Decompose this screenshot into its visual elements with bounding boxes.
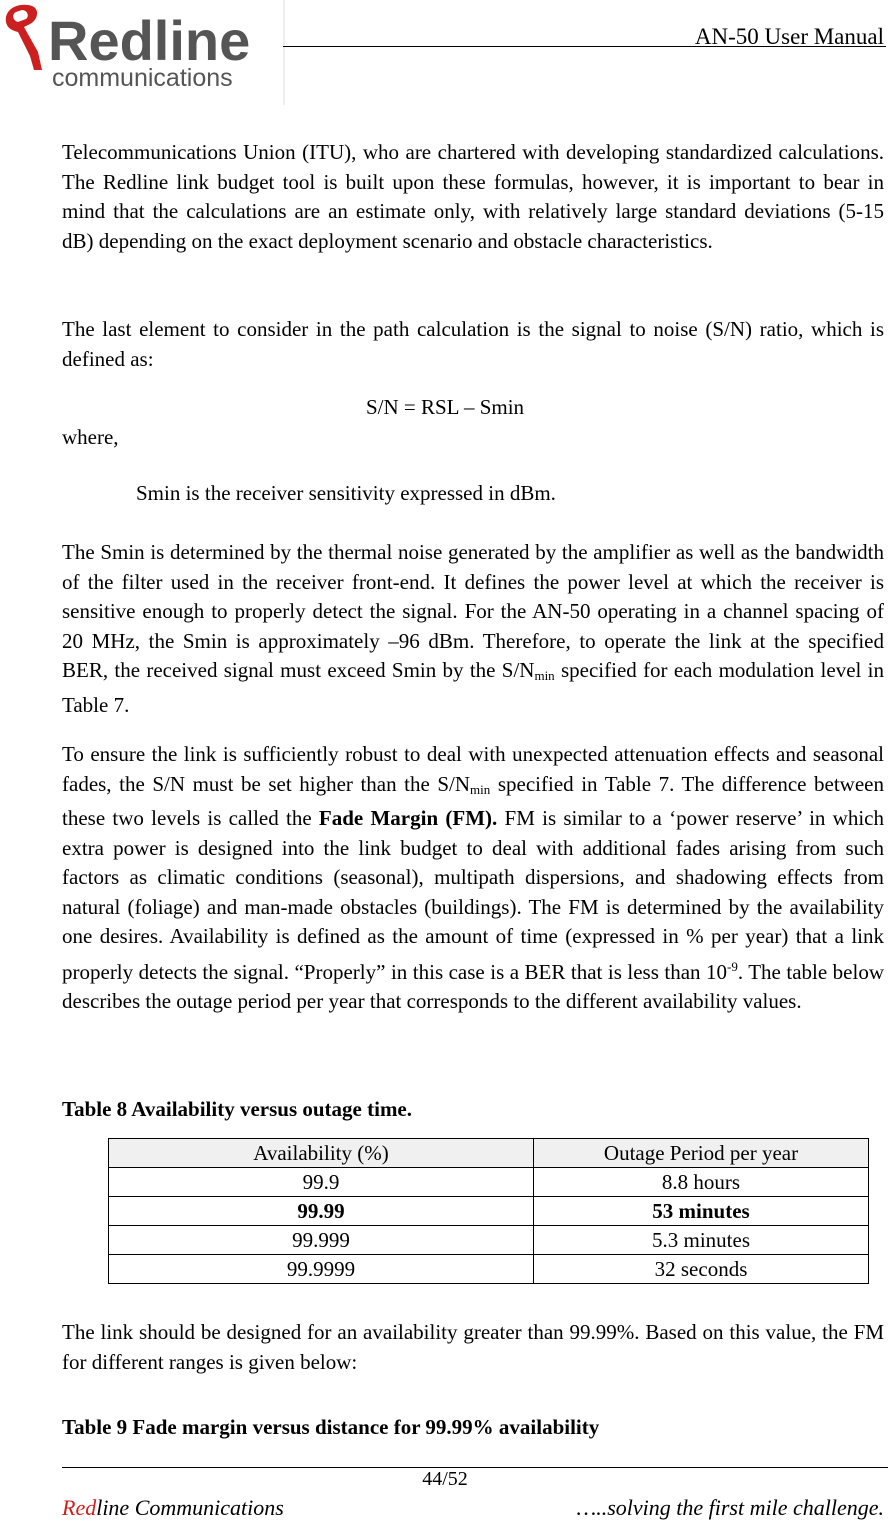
subscript-min: min bbox=[534, 668, 555, 683]
cell-outage: 5.3 minutes bbox=[534, 1226, 869, 1255]
cell-availability: 99.999 bbox=[109, 1226, 534, 1255]
logo-mark-icon bbox=[6, 5, 42, 70]
col-header-outage: Outage Period per year bbox=[534, 1139, 869, 1168]
cell-outage: 8.8 hours bbox=[534, 1168, 869, 1197]
redline-logo bbox=[0, 0, 285, 105]
where-label: where, bbox=[62, 425, 119, 449]
availability-table bbox=[108, 1138, 869, 1284]
paragraph-3 bbox=[62, 538, 884, 720]
footer-slogan: …..solving the first mile challenge. bbox=[576, 1495, 884, 1520]
table-9-caption: Table 9 Fade margin versus distance for 99.99% availability bbox=[62, 1415, 600, 1439]
paragraph-4-text-b: specified in Table 7. The difference between these two levels is called the bbox=[62, 771, 884, 830]
table-row bbox=[109, 1168, 869, 1197]
smin-definition: Smin is the receiver sensitivity expressed in dBm. bbox=[136, 481, 556, 505]
table-header-row bbox=[109, 1139, 869, 1168]
exponent: -9 bbox=[727, 958, 738, 974]
table-row-highlighted bbox=[109, 1197, 869, 1226]
paragraph-4-text-d: . The table below describes the outage period per year that corresponds to the different availability values. bbox=[62, 959, 884, 1013]
paragraph-4 bbox=[62, 740, 884, 1017]
paragraph-4-text-c: FM is similar to a ‘power reserve’ in which extra power is designed into the link budget to deal with additional fades arising from such factors as climatic conditions (seasonal), multipath dispersions, and shadowing effects from natural (foliage) and man-made obstacles (buildings). The FM is determined by the availability one desires. Availability is defined as the amount of time (expressed in % per year) that a link properly detects the signal. “Properly” in this case is a BER that is less than 10 bbox=[62, 806, 884, 984]
snr-formula: S/N = RSL – Smin bbox=[365, 395, 525, 419]
footer-company bbox=[62, 1495, 284, 1521]
col-header-availability: Availability (%) bbox=[109, 1139, 534, 1168]
fade-margin-term: Fade Margin (FM). bbox=[318, 806, 498, 830]
table-row bbox=[109, 1255, 869, 1284]
table-8-caption: Table 8 Availability versus outage time. bbox=[62, 1097, 413, 1121]
page-number: 44/52 bbox=[422, 1468, 468, 1490]
cell-availability: 99.99 bbox=[109, 1197, 534, 1226]
cell-outage: 53 minutes bbox=[534, 1197, 869, 1226]
paragraph-4-text-a: To ensure the link is sufficiently robust to deal with unexpected attenuation effects and seasonal fades, the S/N must be set higher than the S/N bbox=[62, 742, 884, 796]
subscript-min-2: min bbox=[470, 781, 491, 797]
footer-company-red: Red bbox=[62, 1495, 97, 1520]
cell-availability: 99.9999 bbox=[109, 1255, 534, 1284]
cell-availability: 99.9 bbox=[109, 1168, 534, 1197]
table-row bbox=[109, 1226, 869, 1255]
paragraph-5: The link should be designed for an availability greater than 99.99%. Based on this value, the FM for different ranges is given below: bbox=[62, 1320, 884, 1374]
cell-outage: 32 seconds bbox=[534, 1255, 869, 1284]
logo-wordmark: Redline bbox=[48, 9, 251, 72]
paragraph-1: Telecommunications Union (ITU), who are chartered with developing standardized calculations. The Redline link budget tool is built upon these formulas, however, it is important to bear in mind that the calculations are an estimate only, with relatively large standard deviations (5-15 dB) depending on the exact deployment scenario and obstacle characteristics. bbox=[62, 140, 884, 253]
paragraph-3-text: The Smin is determined by the thermal noise generated by the amplifier as well as the bandwidth of the filter used in the receiver front-end. It defines the power level at which the receiver is sensitive enough to properly detect the signal. For the AN-50 operating in a channel spacing of 20 MHz, the Smin is approximately –96 dBm. Therefore, to operate the link at the specified BER, the received signal must exceed Smin by the S/N bbox=[62, 540, 884, 682]
logo-subtext: communications bbox=[52, 64, 233, 92]
footer-company-rest: line Communications bbox=[96, 1495, 284, 1520]
paragraph-3-tail: specified for each modulation level in Table 7. bbox=[62, 658, 884, 717]
header-title: AN-50 User Manual bbox=[694, 24, 884, 49]
paragraph-2: The last element to consider in the path calculation is the signal to noise (S/N) ratio, which is defined as: bbox=[62, 317, 884, 371]
